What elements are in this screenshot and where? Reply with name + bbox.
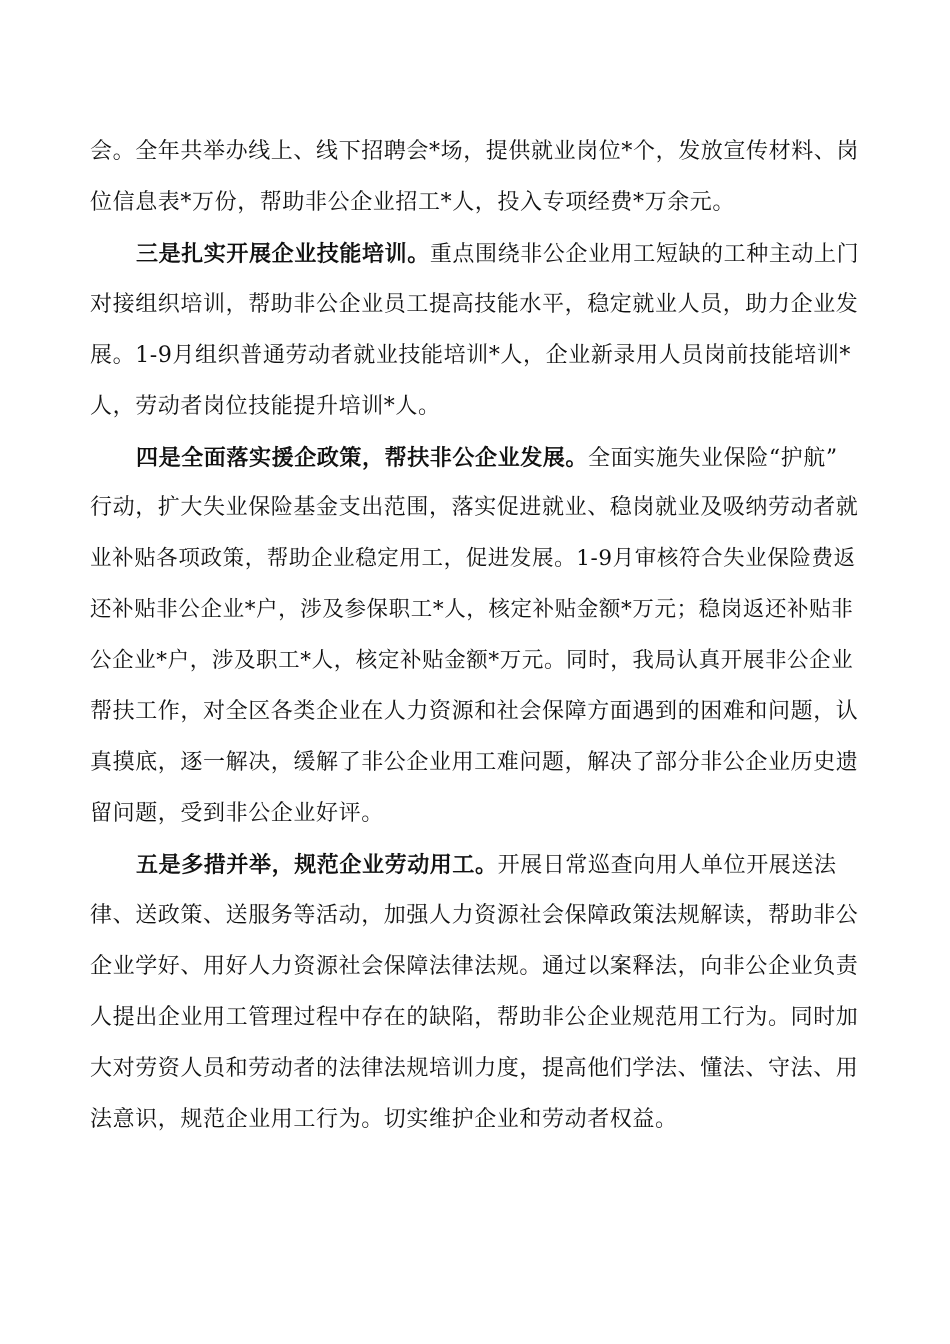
para1-line-1: 会。全年共举办线上、线下招聘会*场，提供就业岗位*个，发放宣传材料、岗 — [90, 139, 860, 164]
para3-line-3: 业补贴各项政策，帮助企业稳定用工，促进发展。1-9月审核符合失业保险费返 — [90, 546, 856, 571]
para4-first-line — [136, 851, 837, 880]
para1-line-2: 位信息表*万份，帮助非公企业招工*人，投入专项经费*万余元。 — [90, 190, 736, 215]
para2-line-4: 人，劳动者岗位技能提升培训*人。 — [90, 394, 441, 419]
para2-heading: 三是扎实开展企业技能培训。 — [136, 241, 430, 267]
para4-line-2: 律、送政策、送服务等活动，加强人力资源社会保障政策法规解读，帮助非公 — [90, 903, 859, 928]
para2-first-line — [136, 240, 859, 269]
para4-first-text: 开展日常巡查向用人单位开展送法 — [497, 853, 837, 878]
para3-line-7: 真摸底，逐一解决，缓解了非公企业用工难问题，解决了部分非公企业历史遗 — [90, 750, 859, 775]
para3-line-8: 留问题，受到非公企业好评。 — [90, 801, 384, 826]
para4-line-3: 企业学好、用好人力资源社会保障法律法规。通过以案释法，向非公企业负责 — [90, 954, 859, 979]
para3-line-4: 还补贴非公企业*户，涉及参保职工*人，核定补贴金额*万元；稳岗返还补贴非 — [90, 597, 854, 622]
para3-first-line — [136, 444, 838, 473]
para3-line-2: 行动，扩大失业保险基金支出范围，落实促进就业、稳岗就业及吸纳劳动者就 — [90, 495, 859, 520]
para3-line-6: 帮扶工作，对全区各类企业在人力资源和社会保障方面遇到的困难和问题，认 — [90, 699, 859, 724]
para2-line-3: 展。1-9月组织普通劳动者就业技能培训*人，企业新录用人员岗前技能培训* — [90, 343, 852, 368]
para4-line-4: 人提出企业用工管理过程中存在的缺陷，帮助非公企业规范用工行为。同时加 — [90, 1005, 859, 1030]
para2-first-text: 重点围绕非公企业用工短缺的工种主动上门 — [429, 242, 860, 267]
para4-line-6: 法意识，规范企业用工行为。切实维护企业和劳动者权益。 — [90, 1107, 678, 1132]
para3-line-5: 公企业*户，涉及职工*人，核定补贴金额*万元。同时，我局认真开展非公企业 — [90, 648, 854, 673]
para4-line-5: 大对劳资人员和劳动者的法律法规培训力度，提高他们学法、懂法、守法、用 — [90, 1056, 859, 1081]
para4-heading: 五是多措并举，规范企业劳动用工。 — [136, 852, 498, 878]
para3-first-text: 全面实施失业保险“护航” — [588, 446, 838, 471]
para3-heading: 四是全面落实援企政策，帮扶非公企业发展。 — [136, 445, 589, 471]
para2-line-2: 对接组织培训，帮助非公企业员工提高技能水平，稳定就业人员，助力企业发 — [90, 292, 859, 317]
